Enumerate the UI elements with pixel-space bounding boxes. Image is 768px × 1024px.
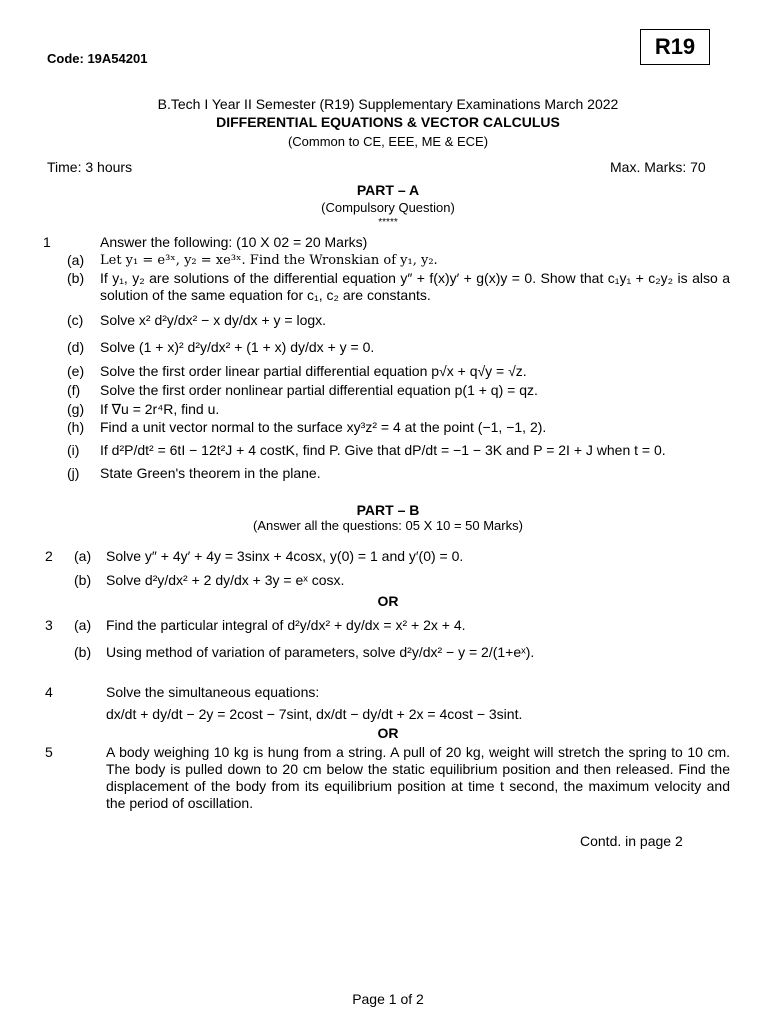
item-label: (h) [67, 419, 85, 435]
item-text: State Green's theorem in the plane. [100, 465, 321, 481]
question-instruction: Answer the following: (10 X 02 = 20 Marks) [100, 234, 368, 250]
item-label: (i) [67, 442, 80, 458]
or-separator: OR [377, 593, 399, 609]
item-text: Find the particular integral of d²y/dx² + dy/dx = x² + 2x + 4. [106, 617, 466, 633]
item-label: (a) [67, 252, 85, 268]
page-number: Page 1 of 2 [352, 991, 424, 1007]
item-text: Solve x² d²y/dx² − x dy/dx + y = logx. [100, 312, 327, 328]
item-label: (g) [67, 401, 85, 417]
item-text: Solve the simultaneous equations: [106, 684, 320, 700]
item-text: If y₁, y₂ are solutions of the differential equation y″ + f(x)y′ + g(x)y = 0. Show that c₁y₁ + c₂y₂ is also a solution of the same equation for c₁, c₂ are constants. [100, 270, 730, 303]
part-a-title: PART – A [356, 182, 420, 198]
common-to: (Common to CE, EEE, ME & ECE) [287, 134, 489, 149]
exam-title: B.Tech I Year II Semester (R19) Supplementary Examinations March 2022 [157, 96, 619, 112]
part-b-title: PART – B [356, 502, 420, 518]
simultaneous-equations: dx/dt + dy/dt − 2y = 2cost − 7sint, dx/dt − dy/dt + 2x = 4cost − 3sint. [106, 706, 523, 722]
item-text: A body weighing 10 kg is hung from a string. A pull of 20 kg, weight will stretch the spring to 10 cm. The body is pulled down to 20 cm below the static equilibrium position and then released. Find the displacement of the body from its equilibrium position at time t second, the maximum velocity and the period of oscillation. [106, 744, 730, 811]
item-label: (b) [67, 270, 85, 286]
item-label: (d) [67, 339, 85, 355]
item-label: (e) [67, 363, 85, 379]
question-number: 5 [45, 744, 53, 760]
question-number: 3 [45, 617, 53, 633]
item-text: Solve d²y/dx² + 2 dy/dx + 3y = eˣ cosx. [106, 572, 345, 588]
question-number: 1 [43, 234, 51, 250]
item-text: Solve the first order linear partial differential equation p√x + q√y = √z. [100, 363, 527, 379]
question-number: 4 [45, 684, 53, 700]
item-label: (j) [67, 465, 80, 481]
item-text: Solve (1 + x)² d²y/dx² + (1 + x) dy/dx + y = 0. [100, 339, 375, 355]
regulation-box: R19 [640, 29, 710, 65]
item-label: (b) [74, 572, 92, 588]
item-label: (c) [67, 312, 84, 328]
max-marks-label: Max. Marks: 70 [610, 159, 706, 175]
item-text: Using method of variation of parameters, solve d²y/dx² − y = 2/(1+eˣ). [106, 644, 535, 660]
item-text: If ∇u = 2r⁴R, find u. [100, 401, 220, 417]
part-b-subtitle: (Answer all the questions: 05 X 10 = 50 Marks) [253, 518, 523, 533]
part-a-stars: ***** [378, 217, 398, 228]
item-label: (b) [74, 644, 92, 660]
item-label: (a) [74, 548, 92, 564]
time-label: Time: 3 hours [47, 159, 133, 175]
item-text: Solve y″ + 4y′ + 4y = 3sinx + 4cosx, y(0) = 1 and y′(0) = 0. [106, 548, 464, 564]
part-a-subtitle: (Compulsory Question) [321, 200, 455, 215]
item-label: (f) [67, 382, 81, 398]
item-text: Find a unit vector normal to the surface xy³z² = 4 at the point (−1, −1, 2). [100, 419, 547, 435]
continued-note: Contd. in page 2 [580, 833, 683, 849]
item-label: (a) [74, 617, 92, 633]
paper-code: Code: 19A54201 [47, 51, 148, 66]
item-text: Solve the first order nonlinear partial differential equation p(1 + q) = qz. [100, 382, 538, 398]
question-number: 2 [45, 548, 53, 564]
or-separator: OR [377, 725, 399, 741]
item-text: If d²P/dt² = 6tI − 12t²J + 4 costK, find P. Give that dP/dt = −1 − 3K and P = 2I + J when t = 0. [100, 442, 666, 458]
subject-title: DIFFERENTIAL EQUATIONS & VECTOR CALCULUS [216, 114, 560, 130]
item-text: Let y₁ = e³ˣ, y₂ = xe³ˣ. Find the Wronskian of y₁, y₂. [100, 253, 438, 268]
